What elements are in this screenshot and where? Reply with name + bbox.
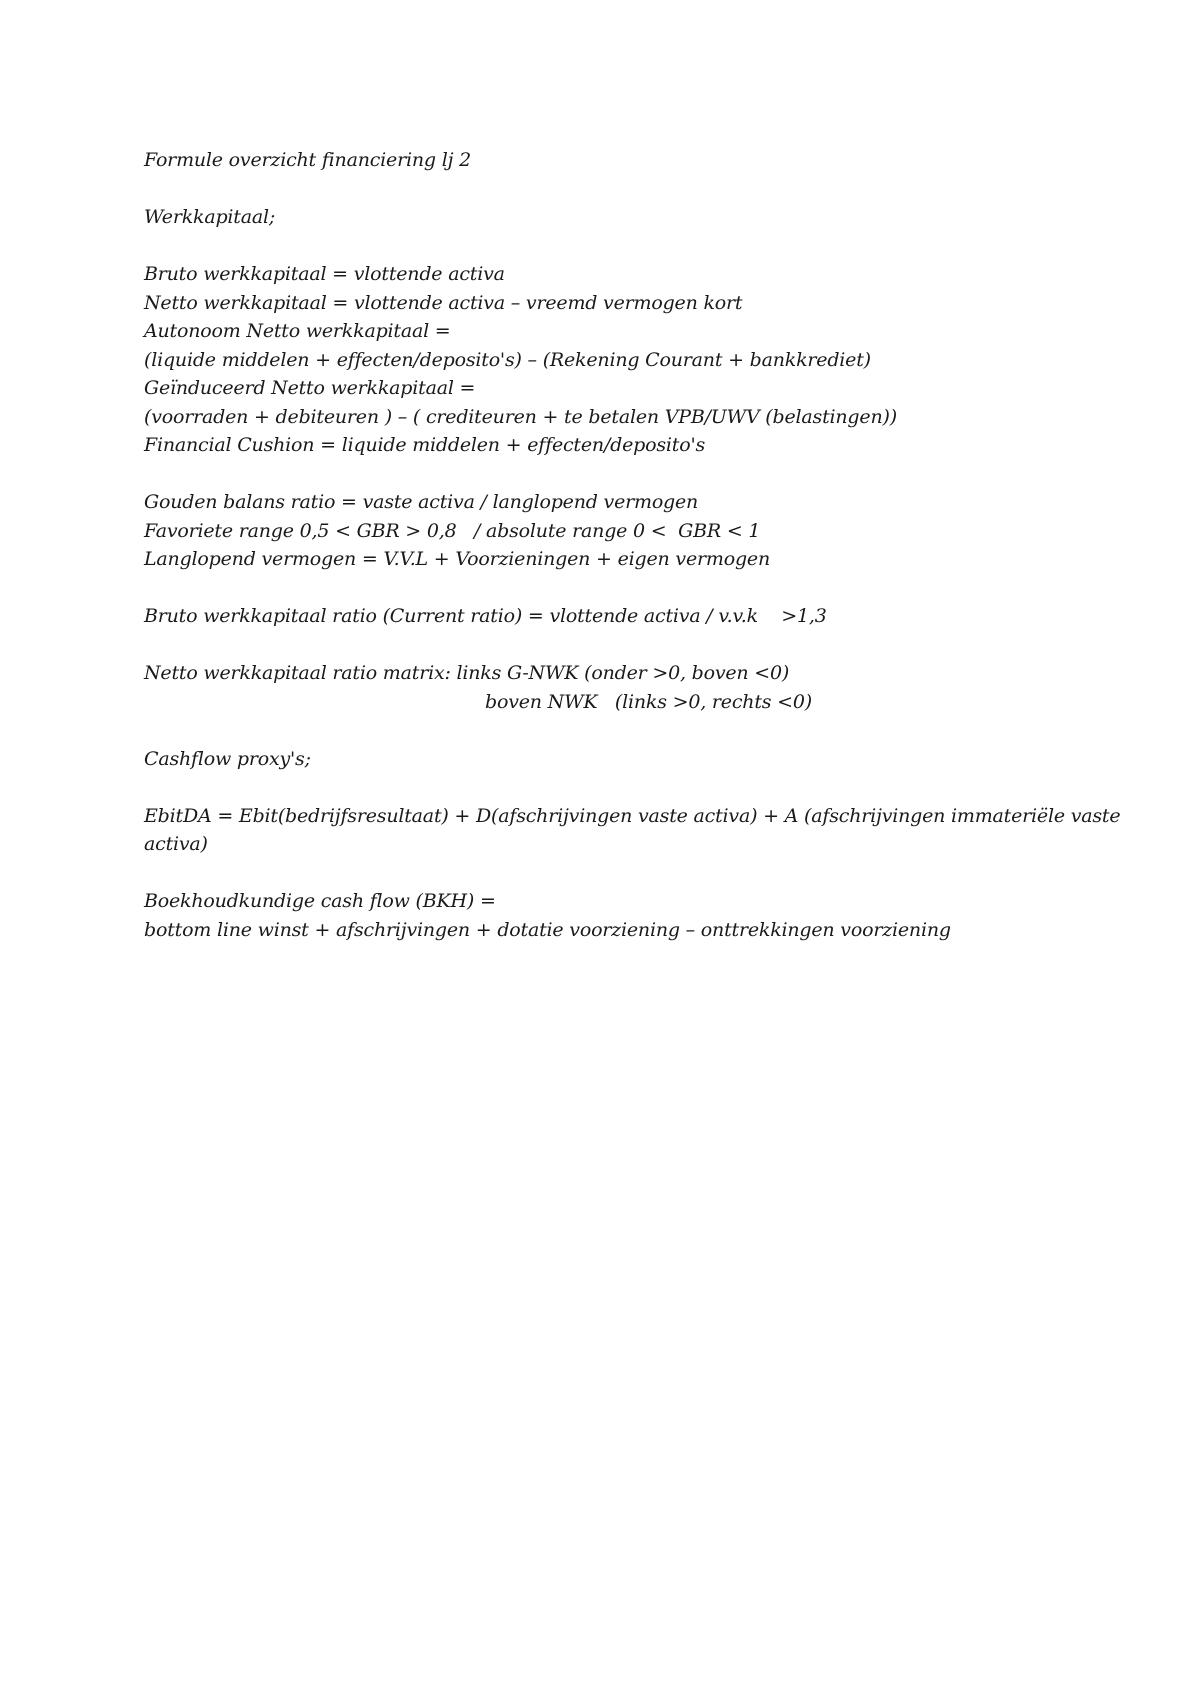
blank-line xyxy=(144,175,1124,204)
formula-favoriete-range: Favoriete range 0,5 < GBR > 0,8 / absolute range 0 < GBR < 1 xyxy=(144,519,761,542)
section-heading-werkkapitaal: Werkkapitaal; xyxy=(144,206,276,228)
formula-langlopend-vermogen: Langlopend vermogen = V.V.L + Voorzieningen + eigen vermogen xyxy=(144,548,770,570)
formula-autonoom-label: Autonoom Netto werkkapitaal = xyxy=(144,320,451,342)
formula-geinduceerd-label: Geïnduceerd Netto werkkapitaal = xyxy=(144,377,476,399)
formula-financial-cushion: Financial Cushion = liquide middelen + effecten/deposito's xyxy=(144,434,706,456)
blank-line xyxy=(144,460,1124,489)
document-body xyxy=(144,146,1124,944)
formula-netto-werkkapitaal: Netto werkkapitaal = vlottende activa – vreemd vermogen kort xyxy=(144,291,743,314)
blank-line xyxy=(144,232,1124,261)
document-title: Formule overzicht financiering lj 2 xyxy=(144,149,471,171)
formula-geinduceerd: (voorraden + debiteuren ) – ( crediteuren + te betalen VPB/UWV (belastingen)) xyxy=(144,405,897,428)
blank-line xyxy=(144,631,1124,660)
formula-bkh-label: Boekhoudkundige cash flow (BKH) = xyxy=(144,890,496,912)
formula-bruto-werkkapitaal: Bruto werkkapitaal = vlottende activa xyxy=(144,263,505,285)
formula-current-ratio: Bruto werkkapitaal ratio (Current ratio) = vlottende activa / v.v.k >1,3 xyxy=(144,605,827,627)
formula-autonoom: (liquide middelen + effecten/deposito's) – (Rekening Courant + bankkrediet) xyxy=(144,348,871,371)
blank-line xyxy=(144,859,1124,888)
blank-line xyxy=(144,773,1124,802)
formula-bkh: bottom line winst + afschrijvingen + dotatie voorziening – onttrekkingen voorziening xyxy=(144,918,951,941)
blank-line xyxy=(144,716,1124,745)
formula-gouden-balans: Gouden balans ratio = vaste activa / langlopend vermogen xyxy=(144,491,699,513)
section-heading-cashflow: Cashflow proxy's; xyxy=(144,747,311,770)
formula-ebitda: EbitDA = Ebit(bedrijfsresultaat) + D(afschrijvingen vaste activa) + A (afschrijvingen immateriële vaste activa) xyxy=(144,804,1121,855)
formula-nwk-matrix-2: boven NWK (links >0, rechts <0) xyxy=(485,690,812,713)
formula-nwk-matrix-1: Netto werkkapitaal ratio matrix: links G-NWK (onder >0, boven <0) xyxy=(144,662,790,684)
blank-line xyxy=(144,574,1124,603)
